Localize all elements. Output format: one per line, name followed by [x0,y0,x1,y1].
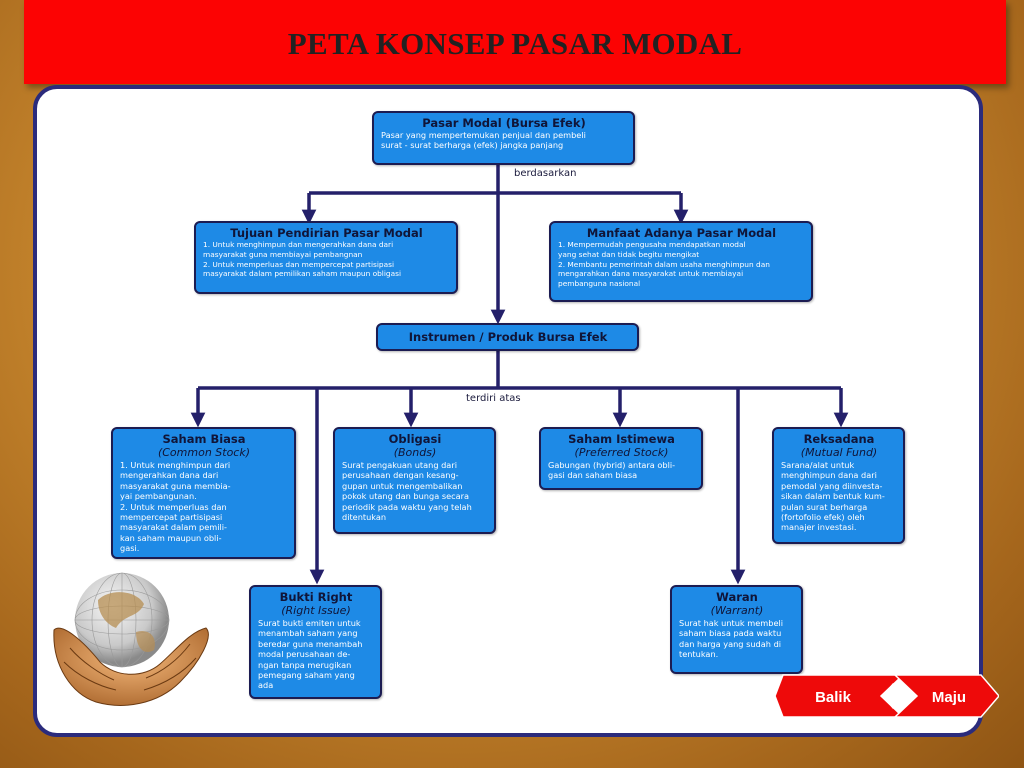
node-reksadana: Reksadana (Mutual Fund) Sarana/alat untuk menghimpun dana dari pemodal yang diinvesta- sikan dalam bentuk kum- pulan surat berharga (fortofolio efek) oleh manajer investasi. [772,427,905,544]
node-instrumen: Instrumen / Produk Bursa Efek [376,323,639,351]
node-bukti-right: Bukti Right (Right Issue) Surat bukti emiten untuk menambah saham yang beredar guna menambah modal perusahaan de- ngan tanpa merugikan pemegang saham yang ada [249,585,382,699]
node-pasar-modal: Pasar Modal (Bursa Efek) Pasar yang mempertemukan penjual dan pembeli surat - surat berharga (efek) jangka panjang [372,111,635,165]
node-obligasi: Obligasi (Bonds) Surat pengakuan utang dari perusahaan dengan kesang- gupan untuk mengembalikan pokok utang dan bunga secara periodik pada waktu yang telah ditentukan [333,427,496,534]
globe-in-hands-icon [40,570,220,720]
back-button[interactable]: Balik [796,687,870,707]
page-title: PETA KONSEP PASAR MODAL [287,26,743,61]
node-saham-istimewa: Saham Istimewa (Preferred Stock) Gabungan (hybrid) antara obli- gasi dan saham biasa [539,427,703,490]
label-berdasarkan: berdasarkan [514,168,577,179]
node-tujuan: Tujuan Pendirian Pasar Modal 1. Untuk menghimpun dan mengerahkan dana dari masyarakat guna membiayai pembangnan 2. Untuk memperluas dan mempercepat partisipasi masyarakat dalam pemilikan saham maupun obligasi [194,221,458,294]
label-terdiri-atas: terdiri atas [466,393,521,404]
node-manfaat: Manfaat Adanya Pasar Modal 1. Mempermudah pengusaha mendapatkan modal yang sehat dan tidak begitu mengikat 2. Membantu pemerintah dalam usaha menghimpun dan mengarahkan dana masyarakat untuk membiayai pembanguna nasional [549,221,813,302]
next-button[interactable]: Maju [916,687,982,707]
node-waran: Waran (Warrant) Surat hak untuk membeli saham biasa pada waktu dan harga yang sudah di tentukan. [670,585,803,674]
node-saham-biasa: Saham Biasa (Common Stock) 1. Untuk menghimpun dari mengerahkan dana dari masyarakat guna membia- yai pembangunan. 2. Untuk memperluas dan mempercepat partisipasi masyarakat dalam pemili- kan saham maupun obli- gasi. [111,427,296,559]
